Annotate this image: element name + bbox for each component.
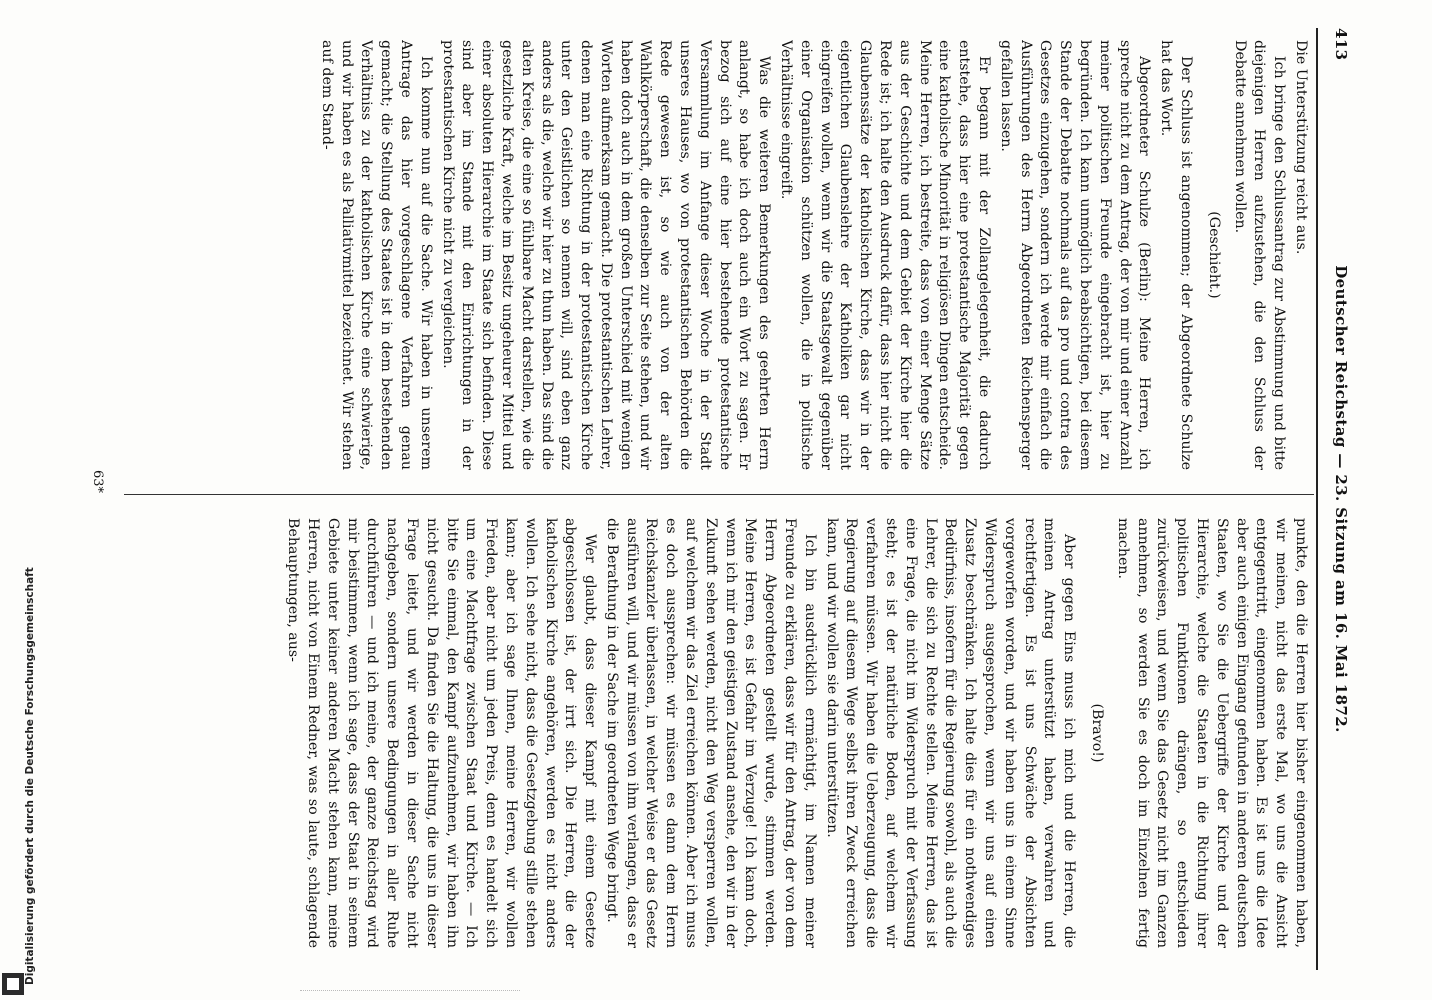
paragraph: Ich bin ausdrücklich ermächtigt, im Namen meiner Freunde zu erklären, dass wir für den Antrag, der von dem Herrn Abgeordneten gestellt wurde, stimmen werden. Meine Herren, es ist Gefahr im Verzuge! Ich kann doch, wenn ich mir den geistigen Zustand ansehe, den wir in der Zukunft sehen werden, nicht den Weg versperren wollen, auf welchem wir das Ziel erreichen können. Aber ich muss es doch aussprechen: wir müssen es dann dem Herrn Reichskanzler überlassen, in welcher Weise er das Gesetz ausführen will, und wir müssen von ihm verlangen, dass er die Berathung in der Sache im geordneten Wege bringt. bbox=[603, 518, 818, 948]
paragraph: Ich komme nun auf die Sache. Wir haben in unserem Antrage das hier vorgeschlagene Verfahren genau gemacht; die Stellung des Staates ist in dem bestehenden Verhältniss zu der katholischen Kirche eine schwierige, und wir haben es als Palliativmittel bezeichnet. Wir stehen auf dem Stand- bbox=[318, 40, 434, 470]
text-column-left bbox=[130, 40, 1310, 470]
stage-direction: (Geschieht.) bbox=[1205, 211, 1222, 299]
paragraph: Die Unterstützung reicht aus. bbox=[1293, 40, 1309, 255]
paragraph: Abgeordneter Schulze (Berlin): Meine Herren, ich spreche nicht zu dem Antrag, der von mir und einer Anzahl meiner politischen Freunde eingebracht ist, hier zu begründen. Ich kann unmöglich beabsichtigen, bei diesem Stande der Debatte nochmals auf das pro und contra des Gesetzes einzugehen, sondern ich werde mir einfach die Ausführungen des Herrn Abgeordneten Reichensperger gefallen lassen. bbox=[997, 40, 1153, 470]
paragraph: punkte, den die Herren hier bisher eingenommen haben, wir meinen, nicht das erste Mal, wo uns die Ansicht entgegentritt, eingenommen haben. Es ist uns die Idee aber auch einigen Eingang gefunden in anderen deutschen Staaten, wo Sie die Uebergriffe der Kirche und der Hierarchie, welche die Staaten in die Richtung ihrer politischen Funktionen drängen, so entschieden zurückweisen, und wenn Sie das Gesetz nicht im Ganzen annehmen, so werden Sie es doch im Einzelnen fertig machen. bbox=[1114, 518, 1309, 948]
text-column-right bbox=[130, 518, 1310, 948]
digitization-credit bbox=[6, 567, 36, 985]
running-title: Deutscher Reichstag — 23. Sitzung am 16. Mai 1872. bbox=[1332, 265, 1350, 733]
column-divider bbox=[124, 494, 1314, 495]
paragraph: Wer glaubt, dass dieser Kampf mit einem Gesetze abgeschlossen ist, der irrt sich. Die Herren, die der katholischen Kirche angehören, werden es nicht anders wollen. Ich sehe nicht, dass die Gesetzgebung stille stehen kann; aber ich sage Ihnen, meine Herren, wir wollen Frieden, aber nicht um jeden Preis, denn es handelt sich um eine Machtfrage zwischen Staat und Kirche. — Ich bitte Sie einmal, den Kampf aufzunehmen, wir haben ihn nicht gesucht. Da finden Sie die Haltung, die uns in dieser Frage leitet, und wir werden in dieser Sache nicht nachgeben, sondern unsere Bedingungen in aller Ruhe durchführen — und ich meine, der ganze Reichstag wird mir beistimmen, wenn ich sage, dass der Staat in seinem Gebiete unter keiner anderen Macht stehen kann, meine Herren, nicht von Einem Redner, was so laute, schlagende Behauptungen, aus- bbox=[285, 518, 599, 948]
paragraph: Ich bringe den Schlussantrag zur Abstimmung und bitte diejenigen Herren aufzustehen, die den Schluss der Debatte annehmen wollen. bbox=[1231, 40, 1288, 470]
folio-signature: 63* bbox=[90, 470, 105, 494]
stage-direction: (Bravo!) bbox=[1089, 703, 1106, 763]
paragraph: Was die weiteren Bemerkungen des geehrten Herrn anlangt, so habe ich doch auch ein Wort zu sagen. Er bezog sich auf eine hier bestehende protestantische Versammlung im Anfange dieser Woche in der Stadt unseres Hauses, wo von protestantischen Behörden die Rede gewesen ist, so wie auch von der alten Wahlkörperschaft, die denselben zur Seite stehen, und wir haben doch auch in dem großen Unterschied mit wenigen Worten aufmerksam gemacht. Die protestantischen Lehrer, denen man eine Richtung in der protestantischen Kirche unter den Geistlichen so nennen will, sind eben ganz anders als die, welche wir hier zu thun haben. Das sind die alten Kreise, die eine so fühlbare Macht darstellen, wie die gesetzliche Kraft, welche im Besitz ungeheurer Mittel und einer absoluten Hierarchie im Staate sich befinden. Diese sind aber im Stande mit den Einrichtungen in der protestantischen Kirche nicht zu vergleichen. bbox=[439, 40, 773, 470]
page-number: 413 bbox=[1332, 28, 1350, 61]
dfg-logo-icon bbox=[2, 973, 24, 995]
paragraph: Aber gegen Eins muss ich mich und die Herren, die meinen Antrag unterstützt haben, verwahren und rechtfertigen. Es ist uns Schwäche der Absichten vorgeworfen worden, und wir haben uns in einem Sinne Widerspruch ausgesprochen, wenn wir uns auf einen Zusatz beschränken. Ich halte dies für ein nothwendiges Bedürfniss, insofern für die Regierung sowohl, als auch die Lehrer, die sich zu Rechte stellen. Meine Herren, das ist eine Frage, die nicht im Widerspruch mit der Verfassung steht; es ist der natürliche Boden, auf welchem wir verfahren müssen. Wir haben die Ueberzeugung, dass die Regierung auf diesem Wege selbst ihren Zweck erreichen kann, und wir wollen sie darin unterstützen. bbox=[823, 518, 1078, 948]
running-header bbox=[1320, 28, 1350, 970]
document-page bbox=[10, 0, 1410, 1000]
scan-edge-marks bbox=[300, 990, 520, 999]
digitization-credit-text: Digitalisierung gefördert durch die Deutsche Forschungsgemeinschaft bbox=[24, 567, 36, 985]
paragraph: Er begann mit der Zollangelegenheit, die dadurch entstehe, dass hier eine protestantische Majorität gegen eine katholische Minorität in religiösen Dingen entscheide. Meine Herren, ich bestreite, dass von einer Menge Sätze aus der Geschichte und dem Gebiet der Kirche hier die Rede ist; ich halte den Ausdruck dafür, dass hier nicht die Glaubenssätze der katholischen Kirche, dass wir in der eigentlichen Glaubenslehre der Katholiken gar nicht eingreifen wollen, wenn wir die Staatsgewalt gegenüber einer Organisation schützen wollen, die in politische Verhältnisse eingreift. bbox=[778, 40, 993, 470]
header-rule bbox=[1316, 28, 1318, 970]
paragraph: Der Schluss ist angenommen; der Abgeordnete Schulze hat das Wort. bbox=[1158, 40, 1195, 470]
